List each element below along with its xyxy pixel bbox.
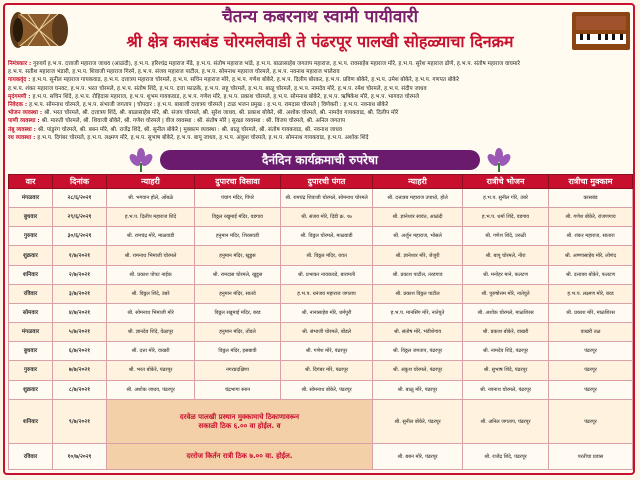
schedule-cell: श्री. प्रकाश विठ्ठल पाटील: [373, 284, 463, 303]
schedule-cell: श्री. रामचंद्र शिवाजी चोरमले, सोमनाथ चोरमले: [281, 189, 373, 208]
schedule-cell: हनुमान मंदिर, शिरसवडी: [195, 227, 281, 246]
column-header: वार: [9, 175, 53, 189]
poster-header: [0, 0, 640, 60]
date-cell: २/७/२०२१: [53, 265, 107, 284]
day-cell: सोमवार: [9, 303, 53, 322]
schedule-cell: श्री. मनोहर माने, फलटण: [463, 265, 549, 284]
departure-notice: [107, 444, 373, 470]
date-cell: ६/७/२०२१: [53, 342, 107, 361]
date-cell: ५/७/२०२१: [53, 323, 107, 342]
schedule-cell: पंढरपूर: [549, 380, 633, 399]
info-line: [8, 60, 632, 68]
schedule-cell: विठ्ठल मंदिर, इसबावी: [195, 342, 281, 361]
date-cell: २८/६/२०२१: [53, 189, 107, 208]
info-label: निवेदक :: [8, 102, 30, 109]
schedule-cell: श्री. विठ्ठल शिंदे, उंबरे: [107, 284, 195, 303]
column-header: दुपारची पंगत: [281, 175, 373, 189]
info-line: [8, 126, 632, 134]
date-cell: ३०/६/२०२१: [53, 227, 107, 246]
table-row: [9, 342, 633, 361]
day-cell: शनिवार: [9, 265, 53, 284]
schedule-cell: श्री. नवनाथ चोरमले, पंढरपूर: [463, 380, 549, 399]
date-cell: ४/७/२०२१: [53, 303, 107, 322]
schedule-cell: श्री. सुनील बोकेरे, पंढरपूर: [373, 399, 463, 444]
table-header-row: [9, 175, 633, 189]
schedule-cell: ह.भ.प. लक्ष्मण मोरे, बरड: [549, 284, 633, 303]
column-header: न्याहरी: [373, 175, 463, 189]
schedule-cell: ह.भ.प. धनंजय महाराज जगताप: [281, 284, 373, 303]
date-cell: १/७/२०२१: [53, 246, 107, 265]
notice-line: सकाळी ठिक ६.०० वा होईल. व: [198, 421, 281, 430]
schedule-cell: श्री. प्रकाश मोरे, माळशिरस: [549, 303, 633, 322]
info-text: ह.भ.प. सचिन शिंदे, ह.भ.प. रोहिदास महाराज, ह.भ.प. शुभम गायकवाड, ह.भ.प. गणेश मोरे, ह.भ.प. प्रकाश चोरमले, ह.भ.प. सोमनाथ बोकेरे, ह.भ.प. ऋषिकेश मोरे, ह.भ.प. भागवत चोरमले: [32, 93, 420, 100]
day-cell: शनिवार: [9, 399, 53, 444]
day-cell: गुरुवार: [9, 361, 53, 380]
day-cell: बुधवार: [9, 342, 53, 361]
table-row: [9, 208, 633, 227]
date-cell: २९/६/२०२१: [53, 208, 107, 227]
schedule-cell: श्री. बबन मोरे, पंढरपूर: [373, 444, 463, 470]
column-header: न्याहरी: [107, 175, 195, 189]
schedule-cell: श्री. अशोक जाधव, पंढरपूर: [107, 380, 195, 399]
table-row: [9, 265, 633, 284]
lotus-flower-icon: [486, 147, 512, 173]
schedule-cell: श्री. बाळू मोरे, पंढरपूर: [373, 380, 463, 399]
schedule-cell: श्री. प्रभाकर नायकवडे, बारामती: [281, 265, 373, 284]
schedule-cell: श्री. रामदास चोरमले, खुडुस: [195, 265, 281, 284]
schedule-cell: श्री. बापू चोरमले, नीरा: [463, 246, 549, 265]
day-cell: रविवार: [9, 444, 53, 470]
date-cell: ७/७/२०२१: [53, 361, 107, 380]
schedule-cell: श्री. अर्जुन महाराज, भोसले: [373, 227, 463, 246]
lotus-flower-icon: [128, 147, 154, 173]
column-header: रात्रीचे भोजन: [463, 175, 549, 189]
schedule-cell: ह.भ.प. मानसिंग मोरे, नातेपुते: [373, 303, 463, 322]
column-header: दिनांक: [53, 175, 107, 189]
date-cell: ८/७/२०२१: [53, 380, 107, 399]
schedule-cell: ह.भ.प. दिलीप महाराज शिंदे: [107, 208, 195, 227]
schedule-cell: श्री. गणेश मोरे, पंढरपूर: [281, 342, 373, 361]
date-cell: ३/७/२०२१: [53, 284, 107, 303]
schedule-cell: श्री. विठ्ठल मंदिर, यवत: [281, 246, 373, 265]
date-cell: ९/७/२०२१: [53, 399, 107, 444]
table-row: [9, 380, 633, 399]
schedule-cell: श्री. सोमनाथ भिमाजी मोरे: [107, 303, 195, 322]
table-row: [9, 444, 633, 470]
info-text: ह.भ.प. सुनील महाराज गायकवाड, ह.भ.प. दत्तात्रय महाराज चोरमले, ह.भ.प. सचिन महाराज मोरे, ह.भ.प. गणेश बोकेरे, ह.भ.प. दिलीप बोरकर, ह.भ.प. प्रविण बोकेरे, ह.भ.प. उमेश बोकेरे, ह.भ.प. गणपत बोकेरे: [32, 77, 459, 84]
notice-line: दररोज किर्तन रात्री ठिक ७.०० वा. होईल.: [186, 452, 293, 461]
info-label: तंबू व्यवस्था :: [8, 126, 38, 133]
info-label: पाणी व्यवस्था :: [8, 118, 42, 125]
schedule-cell: श्री. गणेश बोकेरे, रांजणगाव: [549, 208, 633, 227]
schedule-cell: चंद्रभागा स्नान: [195, 380, 281, 399]
info-line: [8, 117, 632, 125]
schedule-cell: श्री. ज्ञानदेव शिंदे, वेळापूर: [107, 323, 195, 342]
info-label: रथ व्यवस्था :: [8, 134, 38, 141]
info-line: [8, 93, 632, 101]
info-text: ह.भ.प. शंकर महाराज घनवट, ह.भ.प. भरत चोरमले, ह.भ.प. संतोष शिंदे, ह.भ.प. दत्ता फाळके, ह.भ.प. लहू चोरमले, ह.भ.प. बाळू चोरमले, ह.भ.प. नामदेव मोरे, ह.भ.प. रमेश चोरमले, ह.भ.प. संदीप जाधव: [8, 85, 427, 92]
schedule-cell: हनुमान मंदिर, तोंडले: [195, 323, 281, 342]
date-cell: १०/७/२०२१: [53, 444, 107, 470]
schedule-cell: श्री. दत्तात्रय बोकेरे, फलटण: [549, 265, 633, 284]
info-line: [8, 68, 632, 76]
schedule-cell: श्री. सुभाष शिंदे, पंढरपूर: [463, 361, 549, 380]
schedule-cell: श्री. रामनाथ भिमाजी चोरमले: [107, 246, 195, 265]
poster-title: चैतन्य कबरनाथ स्वामी पायीवारी: [221, 7, 419, 27]
harmonium-icon: [570, 8, 632, 54]
schedule-cell: नगरप्रदक्षिणा: [195, 361, 281, 380]
day-cell: गुरुवार: [9, 227, 53, 246]
table-row: [9, 284, 633, 303]
schedule-cell: श्री. पुरुषोत्तम मोरे, नातेपुते: [463, 284, 549, 303]
schedule-cell: श्री. सोमनाथ बोकेरे, पंढरपूर: [281, 380, 373, 399]
schedule-table: [8, 174, 633, 470]
schedule-cell: श्री. अण्णासाहेब मोरे, लोणंद: [549, 246, 633, 265]
day-cell: रविवार: [9, 284, 53, 303]
table-row: [9, 323, 633, 342]
mridang-drum-icon: [8, 6, 70, 54]
schedule-cell: विठ्ठल रखुमाई मंदिर, बरड: [195, 303, 281, 322]
schedule-cell: श्री. संतोष मोरे, भंडीशेगाव: [373, 323, 463, 342]
info-line: [8, 134, 632, 142]
departure-notice: [107, 399, 373, 444]
schedule-cell: श्री. विठ्ठल जगताप, पंढरपूर: [373, 342, 463, 361]
info-line: [8, 76, 632, 84]
schedule-cell: श्री. अंकुश चोरमले, पंढरपूर: [373, 361, 463, 380]
schedule-cell: पंढरपूर: [549, 342, 633, 361]
schedule-cell: श्री. संभाजी चोरमले, बोंडले: [281, 323, 373, 342]
schedule-cell: वाखरी तळ: [549, 323, 633, 342]
day-cell: शुक्रवार: [9, 380, 53, 399]
schedule-cell: श्री. रामचंद्र मोरे, माळवाडी: [107, 227, 195, 246]
info-label: गायकवृंद :: [8, 77, 33, 84]
schedule-cell: श्री. प्रकाश पोपट नाईक: [107, 265, 195, 284]
day-cell: बुधवार: [9, 208, 53, 227]
info-text: ह.भ.प. दिगंबर चोरमले, ह.भ.प. लक्ष्मण मोरे, ह.भ.प. सुभाष बोकेरे, ह.भ.प. बापू जाधव, ह.भ.प. अंकुश चोरमले, ह.भ.प. सोमनाथ गायकवाड, ह.भ.प. अशोक शिंदे: [37, 134, 369, 141]
schedule-cell: श्री. ज्ञानेश्वर मोरे, जेजुरी: [373, 246, 463, 265]
schedule-cell: श्री. भरत बोकेरे, पंढरपूर: [107, 361, 195, 380]
column-header: दुपारचा विसावा: [195, 175, 281, 189]
table-row: [9, 361, 633, 380]
schedule-cell: श्री. ज्ञानेश्वर सावंत, आळंदी: [373, 208, 463, 227]
schedule-cell: पंचांग मंदिर, पिंपरे: [195, 189, 281, 208]
info-label: मृदंगमणी :: [8, 93, 33, 100]
schedule-cell: श्री. नानासाहेब मोरे, धर्मपुरी: [281, 303, 373, 322]
info-label: भोजन व्यवस्था :: [8, 110, 45, 117]
schedule-cell: परतीचा प्रवास: [549, 444, 633, 470]
table-row: [9, 303, 633, 322]
info-text: ह.भ.प. सतीश महाराज भंडारी, ह.भ.प. शिवाजी महाराज गिरमे, ह.भ.प. संजय महाराज पाटील, ह.भ.प. सोमनाथ महाराज चोरमले, ह.भ.प. नवनाथ महाराज भालेराव: [8, 69, 340, 76]
schedule-cell: श्री. भगवान होले, ओंबळे: [107, 189, 195, 208]
schedule-cell: श्री. अशोक चोरमले, माळशिरस: [463, 303, 549, 322]
day-cell: मंगळवार: [9, 189, 53, 208]
poster-subtitle: श्री क्षेत्र कासबंड चोरमलेवाडी ते पंढरपूर पालखी सोहळ्याचा दिनक्रम: [126, 32, 514, 51]
notice-line: दरवेळ पालखी प्रस्थान मुक्कामाचे ठिकाणावरून: [179, 412, 300, 421]
table-row: [9, 227, 633, 246]
schedule-cell: श्री. विठ्ठल चोरमले, माळवाडी: [281, 227, 373, 246]
schedule-cell: श्री. दत्तात्रय महाराज उपाध्ये, होले: [373, 189, 463, 208]
info-text: श्री. पांडुरंग चोरमले, श्री. बबन मोरे, श्री. राजेंद्र शिंदे, श्री. सुनील बोकेरे | मुक्काम व्यवस्था : श्री. बाळू चोरमले, श्री. संतोष गायकवाड, श्री. नवनाथ जाधव: [37, 126, 342, 133]
schedule-cell: श्री. दत्ता मोरे, वाखरी: [107, 342, 195, 361]
schedule-cell: हनुमान मंदिर, खुडुस: [195, 246, 281, 265]
info-line: [8, 101, 632, 109]
day-cell: मंगळवार: [9, 323, 53, 342]
schedule-cell: श्री. शंकर महाराज, सातारा: [549, 227, 633, 246]
schedule-cell: श्री. दिगंबर मोरे, पंढरपूर: [281, 361, 373, 380]
schedule-cell: कासबंड: [549, 189, 633, 208]
schedule-cell: श्री. प्रकाश बोकेरे, वाखरी: [463, 323, 549, 342]
info-label: निमंत्रकार :: [8, 61, 34, 67]
table-row: [9, 399, 633, 444]
schedule-cell: पंढरपूर: [549, 361, 633, 380]
schedule-cell: श्री. अनिल जगताप, पंढरपूर: [463, 399, 549, 444]
schedule-cell: श्री. प्रकाश पाटील, तरडगाव: [373, 265, 463, 284]
schedule-cell: हनुमान मंदिर, सातवे: [195, 284, 281, 303]
schedule-cell: श्री. राजेंद्र शिंदे, पंढरपूर: [463, 444, 549, 470]
schedule-banner: दैनंदिन कार्यक्रमाची रुपरेषा: [160, 150, 480, 170]
info-text: ह.भ.प. सोमनाथ चोरमले, ह.भ.प. संभाजी जगताप | चोपदार : ह.भ.प. बाबाजी दत्तात्रय चोरमले | टाळ भजन प्रमुख : ह.भ.प. रामदास चोरमले | विणेकरी : ह.भ.प. नवनाथ बोकेरे: [29, 102, 388, 109]
column-header: रात्रीचा मुक्काम: [549, 175, 633, 189]
schedule-cell: श्री. नामदेव शिंदे, पंढरपूर: [463, 342, 549, 361]
info-text: गुरुवर्य ह.भ.प. दत्ताजी महाराज जाधव (आळंदी), ह.भ.प. हरिश्चंद्र महाराज मेंढे, ह.भ.प. संतोष महाराज भांडे, ह.भ.प. बाळासाहेब जगताप महाराज, ह.भ.प. रावसाहेब महाराज मोरे, ह.भ.प. सुरेश महाराज ढोणे, ह.भ.प. संतोष महाराज वाघमारे: [33, 61, 520, 67]
schedule-cell: विठ्ठल रखुमाई मंदिर, वडगाव: [195, 208, 281, 227]
table-row: [9, 189, 633, 208]
table-body: [9, 189, 633, 470]
schedule-cell: श्री. संजय मोरे, दिंडी क्र. १७: [281, 208, 373, 227]
info-text: श्री. भरत चोरमले, श्री. दत्तात्रय शिंदे, श्री. बाळासाहेब मोरे, श्री. संजय चोरमले, श्री. सुरेश जाधव, श्री. प्रकाश बोकेरे, श्री. अशोक चोरमले, श्री. नामदेव गायकवाड, श्री. दिलीप मोरे: [44, 110, 399, 117]
schedule-cell: ह.भ.प. धर्मा शिंदे, वडगाव: [463, 208, 549, 227]
day-cell: शुक्रवार: [9, 246, 53, 265]
table-row: [9, 246, 633, 265]
schedule-cell: ह.भ.प. सुनील गोरे, उंबरे: [463, 189, 549, 208]
schedule-cell: श्री. गणेश शिंदे, उरुळी: [463, 227, 549, 246]
schedule-cell: पंढरपूर: [549, 399, 633, 444]
info-text: श्री. मारुती चोरमले, श्री. शिवाजी बोकेरे, श्री. गणेश चोरमले | वीज व्यवस्था : श्री. संतोष मोरे | सुरक्षा व्यवस्था : श्री. विजय चोरमले, श्री. अनिल जगताप: [41, 118, 346, 125]
info-line: [8, 109, 632, 117]
info-line: [8, 85, 632, 93]
committee-info: [8, 60, 632, 144]
